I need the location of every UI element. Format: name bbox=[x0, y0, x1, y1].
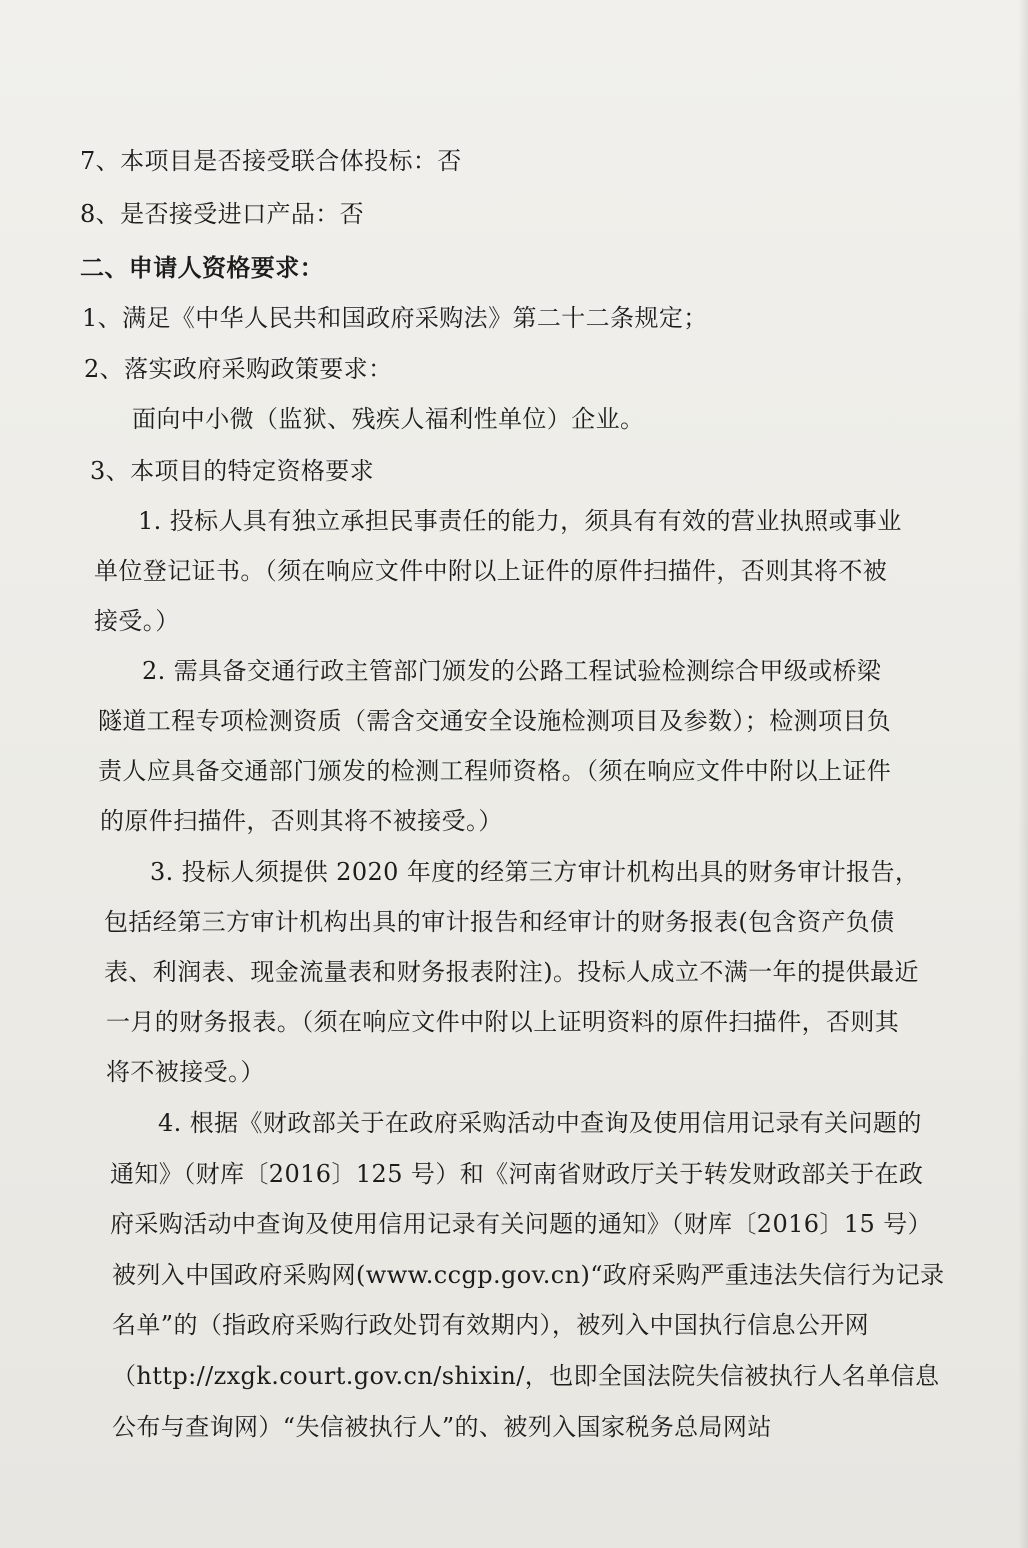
requirement-1-line-2: 单位登记证书。（须在响应文件中附以上证件的原件扫描件，否则其将不被 bbox=[94, 557, 888, 585]
requirement-3-line-4: 一月的财务报表。（须在响应文件中附以上证明资料的原件扫描件，否则其 bbox=[106, 1008, 900, 1036]
qualification-item-2: 2、落实政府采购政策要求： bbox=[84, 355, 393, 383]
qualification-item-3: 3、本项目的特定资格要求 bbox=[90, 457, 375, 485]
requirement-4-line-2: 通知》（财库〔2016〕125 号）和《河南省财政厅关于转发财政部关于在政 bbox=[110, 1160, 924, 1188]
requirement-3-line-3: 表、利润表、现金流量表和财务报表附注)。投标人成立不满一年的提供最近 bbox=[104, 958, 919, 986]
requirement-2-line-4: 的原件扫描件，否则其将不被接受。） bbox=[100, 807, 503, 835]
requirement-4-line-3: 府采购活动中查询及使用信用记录有关问题的通知》（财库〔2016〕15 号） bbox=[110, 1210, 933, 1238]
page-edge-shadow bbox=[1018, 0, 1028, 1548]
requirement-4-line-6: （http://zxgk.court.gov.cn/shixin/，也即全国法院失信被执行人名单信息 bbox=[112, 1362, 940, 1390]
requirement-4-line-7: 公布与查询网）“失信被执行人”的、被列入国家税务总局网站 bbox=[112, 1413, 772, 1441]
requirement-1-line-1: 1. 投标人具有独立承担民事责任的能力，须具有有效的营业执照或事业 bbox=[138, 507, 902, 535]
requirement-3-line-5: 将不被接受。） bbox=[106, 1058, 265, 1086]
item-8-import-products: 8、是否接受进口产品：否 bbox=[80, 200, 365, 228]
requirement-3-line-2: 包括经第三方审计机构出具的审计报告和经审计的财务报表(包含资产负债 bbox=[104, 908, 895, 936]
requirement-3-line-1: 3. 投标人须提供 2020 年度的经第三方审计机构出具的财务审计报告， bbox=[150, 858, 920, 886]
requirement-2-line-1: 2. 需具备交通行政主管部门颁发的公路工程试验检测综合甲级或桥梁 bbox=[142, 657, 882, 685]
item-7-joint-bidding: 7、本项目是否接受联合体投标：否 bbox=[80, 147, 462, 175]
policy-text: 面向中小微（监狱、残疾人福利性单位）企业。 bbox=[132, 405, 645, 433]
requirement-4-line-5: 名单”的（指政府采购行政处罚有效期内），被列入中国执行信息公开网 bbox=[112, 1311, 870, 1339]
section-heading-qualifications: 二、申请人资格要求： bbox=[80, 253, 324, 282]
requirement-4-line-1: 4. 根据《财政部关于在政府采购活动中查询及使用信用记录有关问题的 bbox=[158, 1109, 922, 1137]
requirement-4-line-4: 被列入中国政府采购网(www.ccgp.gov.cn)“政府采购严重违法失信行为记录 bbox=[112, 1261, 945, 1289]
requirement-2-line-3: 责人应具备交通部门颁发的检测工程师资格。（须在响应文件中附以上证件 bbox=[98, 757, 892, 785]
requirement-1-line-3: 接受。） bbox=[94, 607, 180, 635]
qualification-item-1: 1、满足《中华人民共和国政府采购法》第二十二条规定； bbox=[82, 304, 708, 332]
requirement-2-line-2: 隧道工程专项检测资质（需含交通安全设施检测项目及参数）；检测项目负 bbox=[98, 707, 892, 735]
